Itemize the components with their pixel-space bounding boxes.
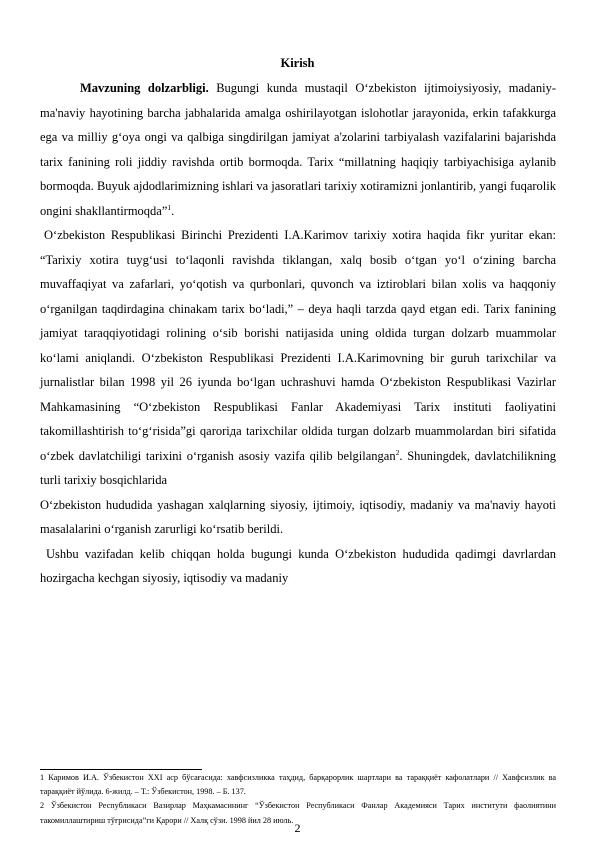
paragraph-karimov-quote [40,223,556,493]
section-heading: Kirish [280,56,315,70]
page-number: 2 [294,821,301,835]
paragraph-lead: Mavzuning dolzarbligi. [80,81,209,95]
footnote-ref-1[interactable]: 1 [167,202,172,212]
footnote-divider [40,769,202,770]
paragraph-task: Ushbu vazifadan kelib chiqqan holda bugungi kunda O‘zbekiston hududida qadimgi davrlardan hozirgacha kechgan siyosiy, iqtisodiy va madaniy [40,546,556,585]
paragraph-text: O‘zbekiston Respublikasi Birinchi Prezidenti I.A.Karimov tarixiy xotira haqida fikr yuritar ekan: “Tarixiy xotira tuyg‘usi to‘laqonli ravishda tiklangan, xalq bosib o‘tgan yo‘l o‘zining barcha muvaffaqiyat va zafarlari, yo‘qotish va qurbonlari, quvonch va iztiroblari bilan xolis va haqqoniy o‘rganilgan taqdirdagina chinakam tarix bo‘ladi,” – deya haqli tarzda qayd etgan edi. Tarix fanining jamiyat taraqqiyotidagi rolining o‘sib borishi natijasida uning oldida turgan dolzarb muammolar ko‘lami aniqlandi. O‘zbekiston Respublikasi Prezidenti I.A.Karimovning bir guruh tarixchilar va jurnalistlar bilan 1998 yil 26 iyunda bo‘lgan uchrashuvi hamda O‘zbekiston Respublikasi Vazirlar Mahkamasining “O‘zbekiston Respublikasi Fanlar Akademiyasi Tarix instituti faoliyatini takomillashtirish to‘g‘risida”gi qaroriда tarixchilar oldida turgan dolzarb muammolardan biri sifatida o‘zbek davlatchiligi tarixini o‘rganish asosiy vazifa qilib belgilangan [40,228,556,463]
paragraph-relevance [40,76,556,223]
paragraph-continuation: O‘zbekiston hududida yashagan xalqlarning siyosiy, ijtimoiy, iqtisodiy, madaniy va ma'naviy hayoti masalalarini o‘rganish zarurligi ko‘rsatib berildi. [40,497,556,536]
paragraph-text: Bugungi kunda mustaqil O‘zbekiston ijtimoiysiyosiy, madaniy-ma'naviy hayotining barcha jabhalarida amalga oshirilayotgan islohotlar jarayonida, erkin tafakkurga ega va milliy g‘oya ongi va qalbiga singdirilgan jamiyat a'zolarini tarbiyalash vazifalarini bajarishda tarix fanining roli jiddiy ravishda ortib bormoqda. Tarix “millatning haqiqiy tarbiyachisiga aylanib bormoqda. Buyuk ajdodlarimizning ishlari va jasoratlari tarixiy xotiramizni jonlantirib, yangi fuqarolik ongini shakllantirmoqda” [40,81,556,218]
footnote-ref-2[interactable]: 2 [395,447,400,457]
footnote-1: 1 Каримов И.А. Ўзбекистон XXI аср бўсағасида: хавфсизликка таҳдид, барқарорлик шартлари ва тараққиёт кафолатлари // Хавфсизлик ва тараққиёт йўлида. 6-жилд. – Т.: Ўзбекистон, 1998. – Б. 137. [40,773,556,797]
body-text [40,76,556,591]
paragraph-end: . Shuningdek, davlatchilikning turli tarixiy bosqichlarida [40,448,556,487]
paragraph-end: . [171,203,175,218]
footnote-2: 2 Ўзбекистон Республикаси Вазирлар Маҳкамасининг “Ўзбекистон Республикаси Фанлар Академияси Тарих институти фаолиятини такомиллаштириш тўғрисида”ги Қарори // Халқ сўзи. 1998 йил 28 июль. [40,801,556,825]
footnotes [40,771,556,828]
